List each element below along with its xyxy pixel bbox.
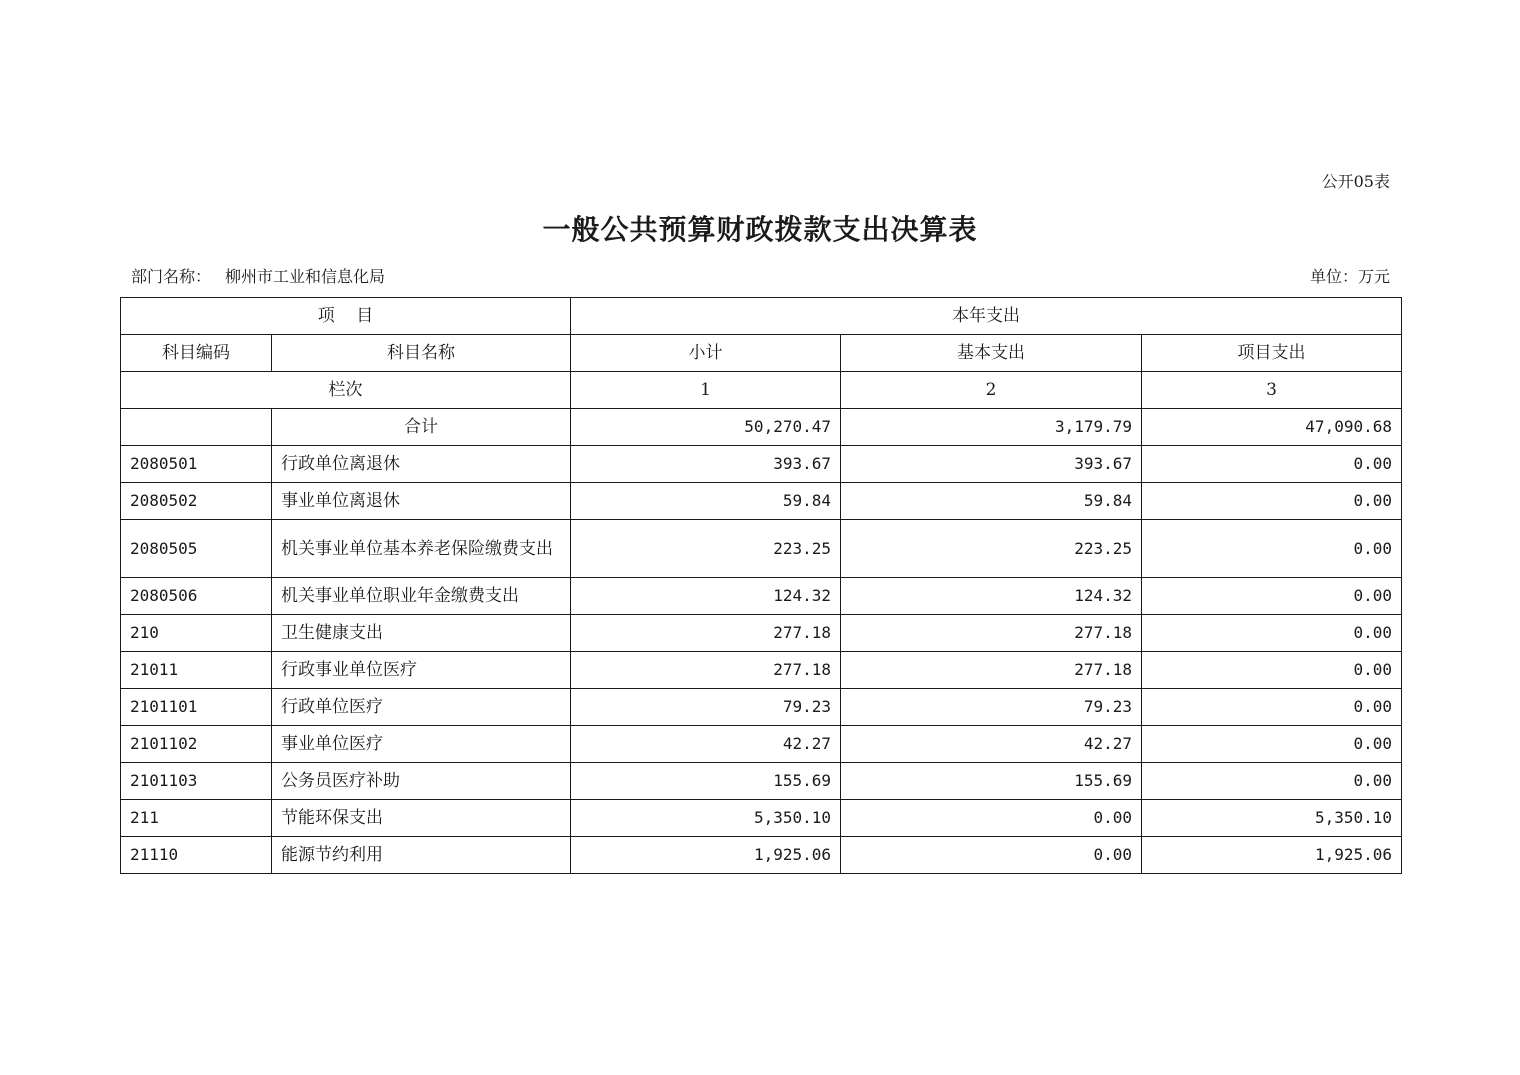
total-code [121,409,272,446]
header-code: 科目编码 [121,335,272,372]
table-row [121,689,1402,726]
row-basic: 277.18 [841,652,1142,689]
row-project: 0.00 [1142,763,1402,800]
row-code: 2101101 [121,689,272,726]
row-subtotal: 393.67 [571,446,841,483]
row-name: 行政事业单位医疗 [272,652,571,689]
row-code: 2080501 [121,446,272,483]
row-code: 2080506 [121,578,272,615]
row-code: 2101103 [121,763,272,800]
row-code: 21110 [121,837,272,874]
row-subtotal: 277.18 [571,615,841,652]
page-title: 一般公共预算财政拨款支出决算表 [542,213,978,246]
department-label: 部门名称： [131,267,212,286]
row-basic: 0.00 [841,837,1142,874]
table-row [121,726,1402,763]
row-project: 0.00 [1142,726,1402,763]
row-basic: 0.00 [841,800,1142,837]
row-subtotal: 79.23 [571,689,841,726]
row-project: 0.00 [1142,483,1402,520]
table-row [121,837,1402,874]
unit-label: 单位：万元 [1309,267,1390,286]
row-project: 0.00 [1142,652,1402,689]
column-index-label: 栏次 [121,372,571,409]
row-name: 行政单位离退休 [272,446,571,483]
table-row [121,652,1402,689]
row-subtotal: 1,925.06 [571,837,841,874]
row-code: 211 [121,800,272,837]
row-basic: 79.23 [841,689,1142,726]
header-basic: 基本支出 [841,335,1142,372]
form-number: 公开05表 [1321,172,1390,191]
row-project: 5,350.10 [1142,800,1402,837]
row-name: 机关事业单位基本养老保险缴费支出 [272,520,571,578]
row-basic: 393.67 [841,446,1142,483]
row-subtotal: 42.27 [571,726,841,763]
row-project: 1,925.06 [1142,837,1402,874]
total-basic: 3,179.79 [841,409,1142,446]
row-code: 210 [121,615,272,652]
row-basic: 223.25 [841,520,1142,578]
row-name: 行政单位医疗 [272,689,571,726]
row-subtotal: 5,350.10 [571,800,841,837]
table-row [121,615,1402,652]
column-index-1: 1 [571,372,841,409]
row-project: 0.00 [1142,446,1402,483]
table-row [121,483,1402,520]
department-info [131,266,385,288]
total-subtotal: 50,270.47 [571,409,841,446]
header-project: 项 目 [121,298,571,335]
row-name: 事业单位医疗 [272,726,571,763]
row-project: 0.00 [1142,578,1402,615]
row-basic: 155.69 [841,763,1142,800]
table-row [121,520,1402,578]
row-name: 事业单位离退休 [272,483,571,520]
row-subtotal: 277.18 [571,652,841,689]
table-row [121,578,1402,615]
row-name: 公务员医疗补助 [272,763,571,800]
total-project: 47,090.68 [1142,409,1402,446]
budget-table [120,297,1402,874]
row-subtotal: 124.32 [571,578,841,615]
row-project: 0.00 [1142,689,1402,726]
row-subtotal: 223.25 [571,520,841,578]
table-row [121,800,1402,837]
row-basic: 124.32 [841,578,1142,615]
row-basic: 59.84 [841,483,1142,520]
row-project: 0.00 [1142,520,1402,578]
row-subtotal: 155.69 [571,763,841,800]
header-project-exp: 项目支出 [1142,335,1402,372]
department-name: 柳州市工业和信息化局 [225,267,386,286]
row-code: 2080502 [121,483,272,520]
header-row-1 [121,298,1402,335]
table-row [121,763,1402,800]
row-basic: 42.27 [841,726,1142,763]
column-index-row [121,372,1402,409]
row-code: 2101102 [121,726,272,763]
table-row [121,446,1402,483]
row-subtotal: 59.84 [571,483,841,520]
header-subtotal: 小计 [571,335,841,372]
row-project: 0.00 [1142,615,1402,652]
header-row-2 [121,335,1402,372]
total-label: 合计 [272,409,571,446]
total-row [121,409,1402,446]
row-name: 能源节约利用 [272,837,571,874]
header-current-year: 本年支出 [571,298,1402,335]
row-name: 机关事业单位职业年金缴费支出 [272,578,571,615]
row-name: 卫生健康支出 [272,615,571,652]
column-index-2: 2 [841,372,1142,409]
row-code: 2080505 [121,520,272,578]
column-index-3: 3 [1142,372,1402,409]
row-code: 21011 [121,652,272,689]
row-name: 节能环保支出 [272,800,571,837]
header-name: 科目名称 [272,335,571,372]
row-basic: 277.18 [841,615,1142,652]
